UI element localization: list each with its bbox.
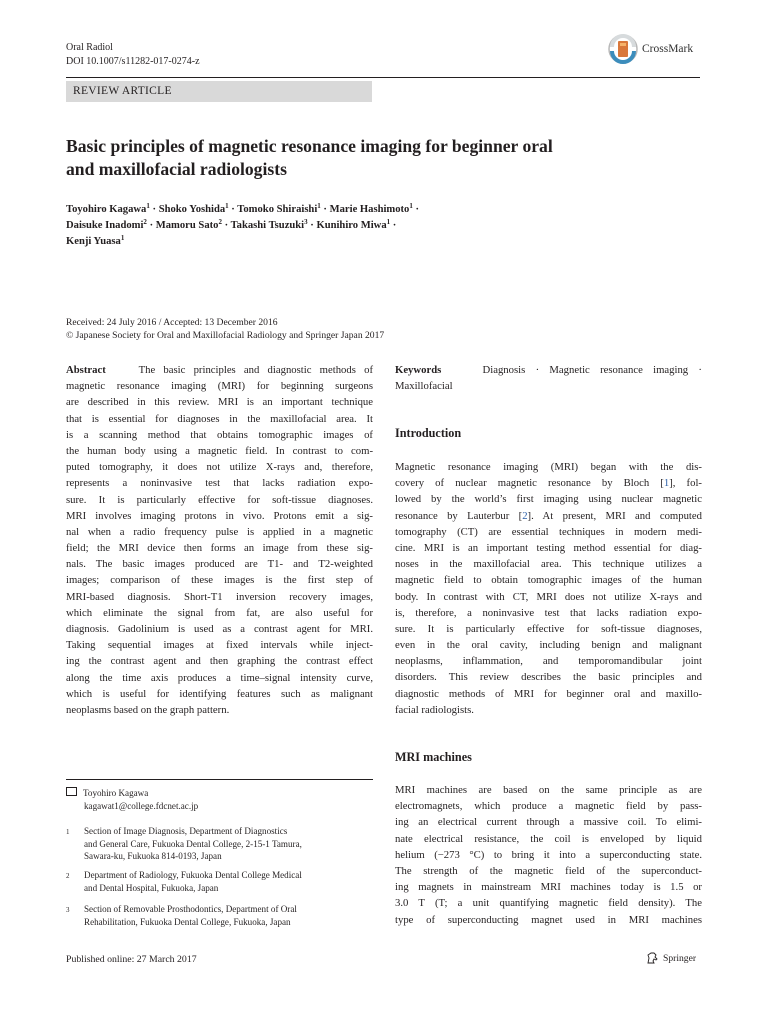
correspondence	[66, 787, 148, 800]
intro-line: lowed by the world’s first imaging using nuclear magnetic	[395, 493, 702, 506]
article-type-banner: REVIEW ARTICLE	[66, 81, 372, 102]
mri-machines-heading: MRI machines	[395, 750, 472, 764]
abstract-line: that is essential for diagnoses in the maxillofacial area. It	[66, 412, 373, 425]
received-date: Received: 24 July 2016 / Accepted: 13 December 2016	[66, 317, 278, 328]
keywords-line: Maxillofacial	[395, 380, 453, 393]
author-affiliation: 1	[386, 218, 391, 226]
intro-line: facial radiologists.	[395, 703, 474, 716]
abstract-line: diagnosis. Gadolinium is used as a contrast agent for MRI.	[66, 623, 373, 635]
affiliation-number: 3	[66, 906, 70, 914]
header-rule	[66, 77, 700, 78]
crossmark-label: CrossMark	[642, 43, 694, 55]
mri-machines-body	[395, 782, 702, 928]
affiliation-number: 1	[66, 828, 70, 836]
springer-label: Springer	[663, 952, 697, 964]
abstract-line: MRI involves imaging protons in vivo. Protons emit a sig-	[66, 509, 373, 522]
keywords-line: Keywords Diagnosis · Magnetic resonance imaging ·	[395, 364, 702, 376]
crossmark-icon	[608, 34, 638, 64]
author-name[interactable]: Takashi Tsuzuki	[230, 220, 305, 231]
author-name[interactable]: Kunihiro Miwa	[316, 220, 387, 231]
author-name[interactable]: Daisuke Inadomi	[66, 220, 144, 231]
citation-link[interactable]: 1	[663, 477, 670, 490]
affiliation-1: Section of Image Diagnosis, Department of Diagnostics and General Care, Fukuoka Dental College, 2-15-1 Tamura, Sawara-ku, Fukuoka 814-0193, Japan	[84, 826, 302, 862]
intro-line: covery of nuclear magnetic resonance by Bloch [1], fol-	[395, 477, 702, 490]
abstract-line: field; the MRI device then forms an image from these sig-	[66, 542, 373, 555]
abstract-heading: Abstract	[66, 364, 106, 376]
intro-line: noses in the maxillofacial area. This technique utilizes a	[395, 558, 702, 571]
author-name[interactable]: Tomoko Shiraishi	[237, 204, 318, 215]
envelope-icon	[66, 787, 77, 796]
author-affiliation: 2	[143, 218, 147, 226]
intro-line: tomography (CT) are essential techniques in modern medi-	[395, 525, 702, 538]
intro-line: body. In contrast with CT, MRI does not utilize X-rays and	[395, 590, 702, 603]
citation-link[interactable]: 2	[522, 509, 528, 522]
title-line-1: Basic principles of magnetic resonance imaging for beginner oral	[66, 136, 553, 156]
introduction-body	[395, 459, 702, 718]
author-affiliation: 1	[409, 202, 413, 210]
abstract-line: neoplasms based on the graph pattern.	[66, 703, 230, 716]
author-affiliation: 1	[225, 202, 229, 210]
author-name[interactable]: Kenji Yuasa	[66, 236, 121, 247]
affiliation-2: Department of Radiology, Fukuoka Dental College Medical and Dental Hospital, Fukuoka, Japan	[84, 870, 302, 893]
mri-line: MRI machines are based on the same principle as are	[395, 784, 702, 796]
author-name[interactable]: Shoko Yoshida	[158, 204, 226, 215]
affiliation-3: Section of Removable Prosthodontics, Department of Oral Rehabilitation, Fukuoka Dental College, Fukuoka, Japan	[84, 904, 297, 927]
mri-line: The strength of the magnetic field of the superconduct-	[395, 864, 702, 877]
published-date: Published online: 27 March 2017	[66, 954, 197, 965]
intro-line: is, therefore, a noninvasive test that lacks radiation expo-	[395, 606, 702, 619]
author-affiliation: 1	[120, 234, 125, 242]
abstract-line: represents a noninvasive test that lacks radiation expo-	[66, 477, 373, 490]
abstract-line: images; comparison of these images is the first step of	[66, 574, 373, 587]
mri-line: helium (−273 °C) to bring it into a superconducting state.	[395, 848, 702, 861]
intro-line: neoplasms, inflammation, and temporomandibular joint	[395, 655, 702, 668]
intro-line: resonance by Lauterbur [2]. At present, MRI and computed	[395, 509, 702, 522]
springer-horse-icon	[645, 951, 659, 965]
affiliation-number: 2	[66, 872, 70, 880]
keywords	[395, 362, 702, 394]
author-name[interactable]: Mamoru Sato	[155, 220, 219, 231]
author-affiliation: 3	[304, 218, 308, 226]
correspondence-name: Toyohiro Kagawa	[83, 788, 149, 798]
doi[interactable]: DOI 10.1007/s11282-017-0274-z	[66, 56, 200, 67]
mri-line: 3.0 T (T; a unit quantifying magnetic field density). The	[395, 897, 702, 910]
abstract-line: Abstract The basic principles and diagnostic methods of	[66, 364, 374, 376]
crossmark-badge[interactable]	[608, 32, 718, 66]
springer-logo	[645, 951, 696, 965]
abstract-line: nal when a radio frequency pulse is applied in a magnetic	[66, 525, 373, 538]
abstract-line: ing the contrast agent and then graphing the contrast effect	[66, 655, 373, 668]
abstract-line: MRI-based diagnosis. Short-T1 inversion recovery images,	[66, 590, 373, 603]
intro-line: magnetic field to obtain tomographic images of the human	[395, 574, 702, 587]
copyright: © Japanese Society for Oral and Maxillofacial Radiology and Springer Japan 2017	[66, 330, 385, 341]
abstract-line: magnetic resonance imaging (MRI) for beginning surgeons	[66, 380, 373, 393]
intro-line: Magnetic resonance imaging (MRI) began with the dis-	[395, 461, 702, 473]
mri-line: ing magnets in mainstream MRI machines today is 1.5 or	[395, 881, 702, 894]
keywords-heading: Keywords	[395, 364, 442, 376]
author-affiliation: 1	[146, 202, 150, 210]
intro-line: disorders. This review describes the basic principles and	[395, 671, 702, 684]
mri-line: electromagnets, which produce a magnetic field by pass-	[395, 800, 702, 813]
intro-line: cine. MRI is an important testing method essential for diag-	[395, 541, 702, 554]
abstract-line: sure. It is particularly effective for soft-tissue diagnoses.	[66, 493, 373, 506]
abstract-line: which is useful for identifying features such as malignant	[66, 687, 373, 700]
abstract-line: the human body using a magnetic field. In contrast to com-	[66, 444, 373, 457]
author-affiliation: 1	[317, 202, 321, 210]
mri-line: ing an electrical current through a massive coil. To elimi-	[395, 816, 702, 829]
author-name[interactable]: Marie Hashimoto	[329, 204, 410, 215]
article-title	[66, 135, 700, 181]
author-list: Toyohiro Kagawa$^1$ · Shoko Yoshida$^1$ · Tomoko Shiraishi$^1$ · Marie Hashimoto$^1$ · Daisuke Inadomi$^2$ · Mamoru Sato$^2$ · Takashi Tsuzuki$^3$ · Kunihiro Miwa$^1$ · Kenji Yuasa$^1$	[66, 202, 420, 247]
mri-line: type of superconducting magnet used in MRI machines	[395, 913, 702, 926]
abstract-line: nals. The basic images produced are T1- and T2-weighted	[66, 558, 373, 571]
abstract-line: Taking sequential images at fixed intervals while inject-	[66, 639, 373, 652]
abstract-line: are described in this review. MRI is an important technique	[66, 396, 373, 409]
footnote-rule	[66, 779, 373, 780]
intro-line: even in the oral cavity, including benign and malignant	[395, 639, 702, 652]
abstract-line: is a scanning method that obtains tomographic images of	[66, 428, 373, 441]
author-name[interactable]: Toyohiro Kagawa	[66, 204, 147, 215]
introduction-heading: Introduction	[395, 426, 462, 440]
abstract-line: which eliminate the signal from fat, are also useful for	[66, 606, 373, 619]
abstract-line: puted tomography, it does not utilize X-rays and, therefore,	[66, 461, 373, 474]
abstract	[66, 362, 373, 718]
abstract-line: along the time axis produces a time–signal intensity curve,	[66, 671, 373, 684]
mri-line: nate electrical resistance, the coil is enveloped by liquid	[395, 832, 702, 845]
title-line-2: and maxillofacial radiologists	[66, 159, 287, 179]
intro-line: diagnostic methods of MRI for beginner oral and maxillo-	[395, 687, 702, 700]
correspondence-email[interactable]: kagawat1@college.fdcnet.ac.jp	[84, 801, 199, 811]
journal-name: Oral Radiol	[66, 42, 113, 53]
author-affiliation: 2	[218, 218, 222, 226]
intro-line: sure. It is particularly effective for soft-tissue diagnoses,	[395, 622, 702, 635]
